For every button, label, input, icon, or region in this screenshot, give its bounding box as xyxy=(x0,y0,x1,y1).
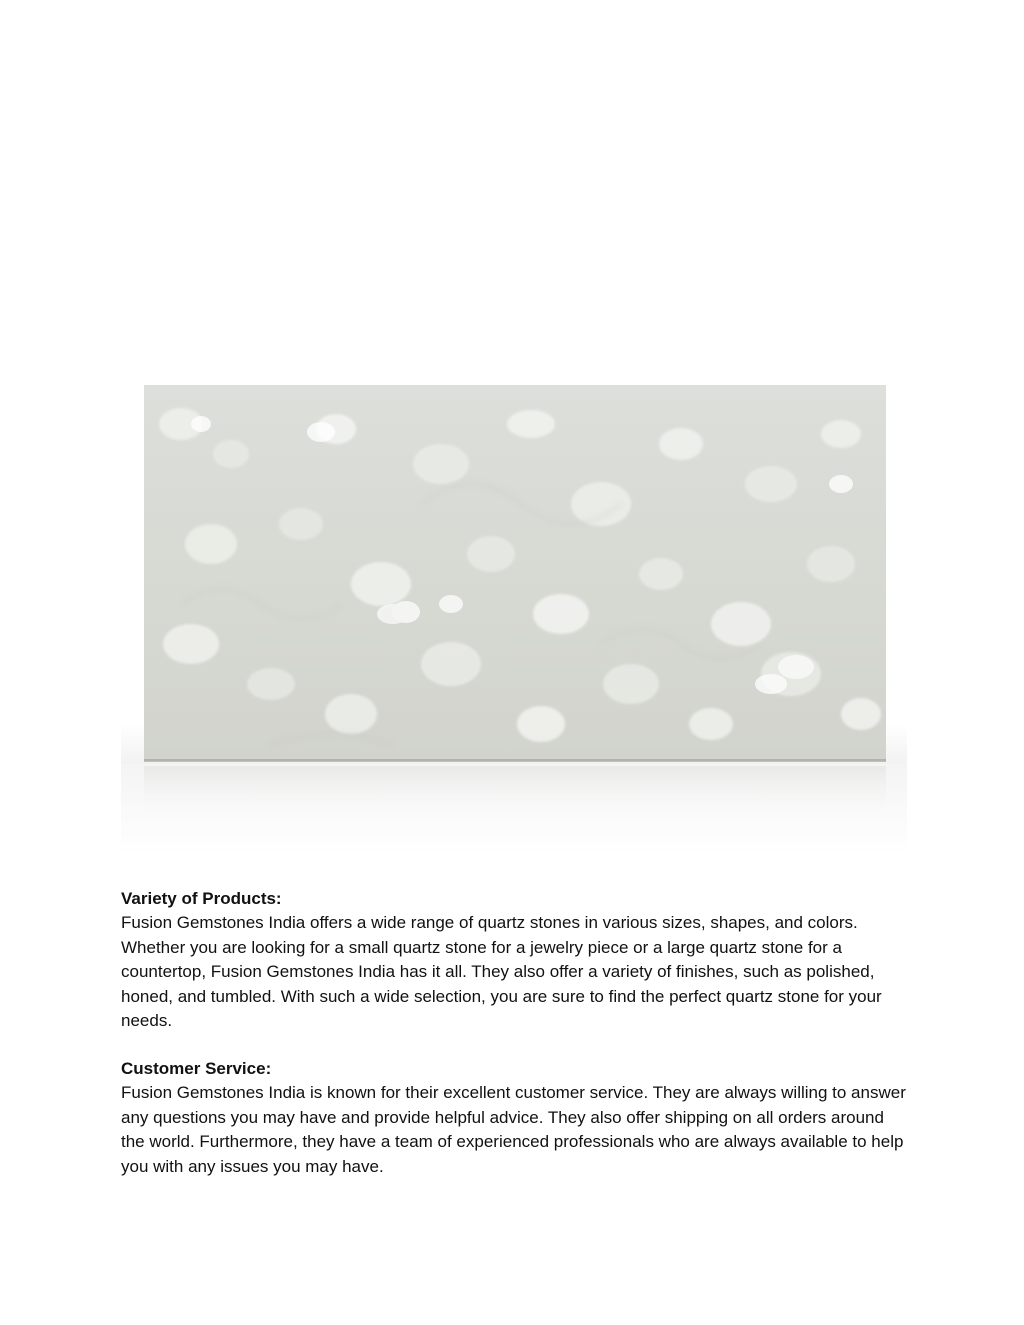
section-body: Fusion Gemstones India offers a wide range of quartz stones in various sizes, shapes, and colors. Whether you are looking for a small quartz stone for a jewelry piece or a large quartz stone for a countertop, Fusion Gemstones India has it all. They also offer a variety of finishes, such as polished, honed, and tumbled. With such a wide selection, you are sure to find the perfect quartz stone for your needs. xyxy=(121,913,882,1031)
section-heading: Variety of Products: xyxy=(121,889,282,908)
section-body: Fusion Gemstones India is known for their excellent customer service. They are always willing to answer any questions you may have and provide helpful advice. They also offer shipping on all orders around the world. Furthermore, they have a team of experienced professionals who are always available to help you with any issues you may have. xyxy=(121,1083,906,1176)
section-customer-service xyxy=(121,1057,911,1179)
section-variety-of-products xyxy=(121,887,911,1033)
section-heading: Customer Service: xyxy=(121,1059,272,1078)
quartz-slab-image xyxy=(121,384,907,856)
